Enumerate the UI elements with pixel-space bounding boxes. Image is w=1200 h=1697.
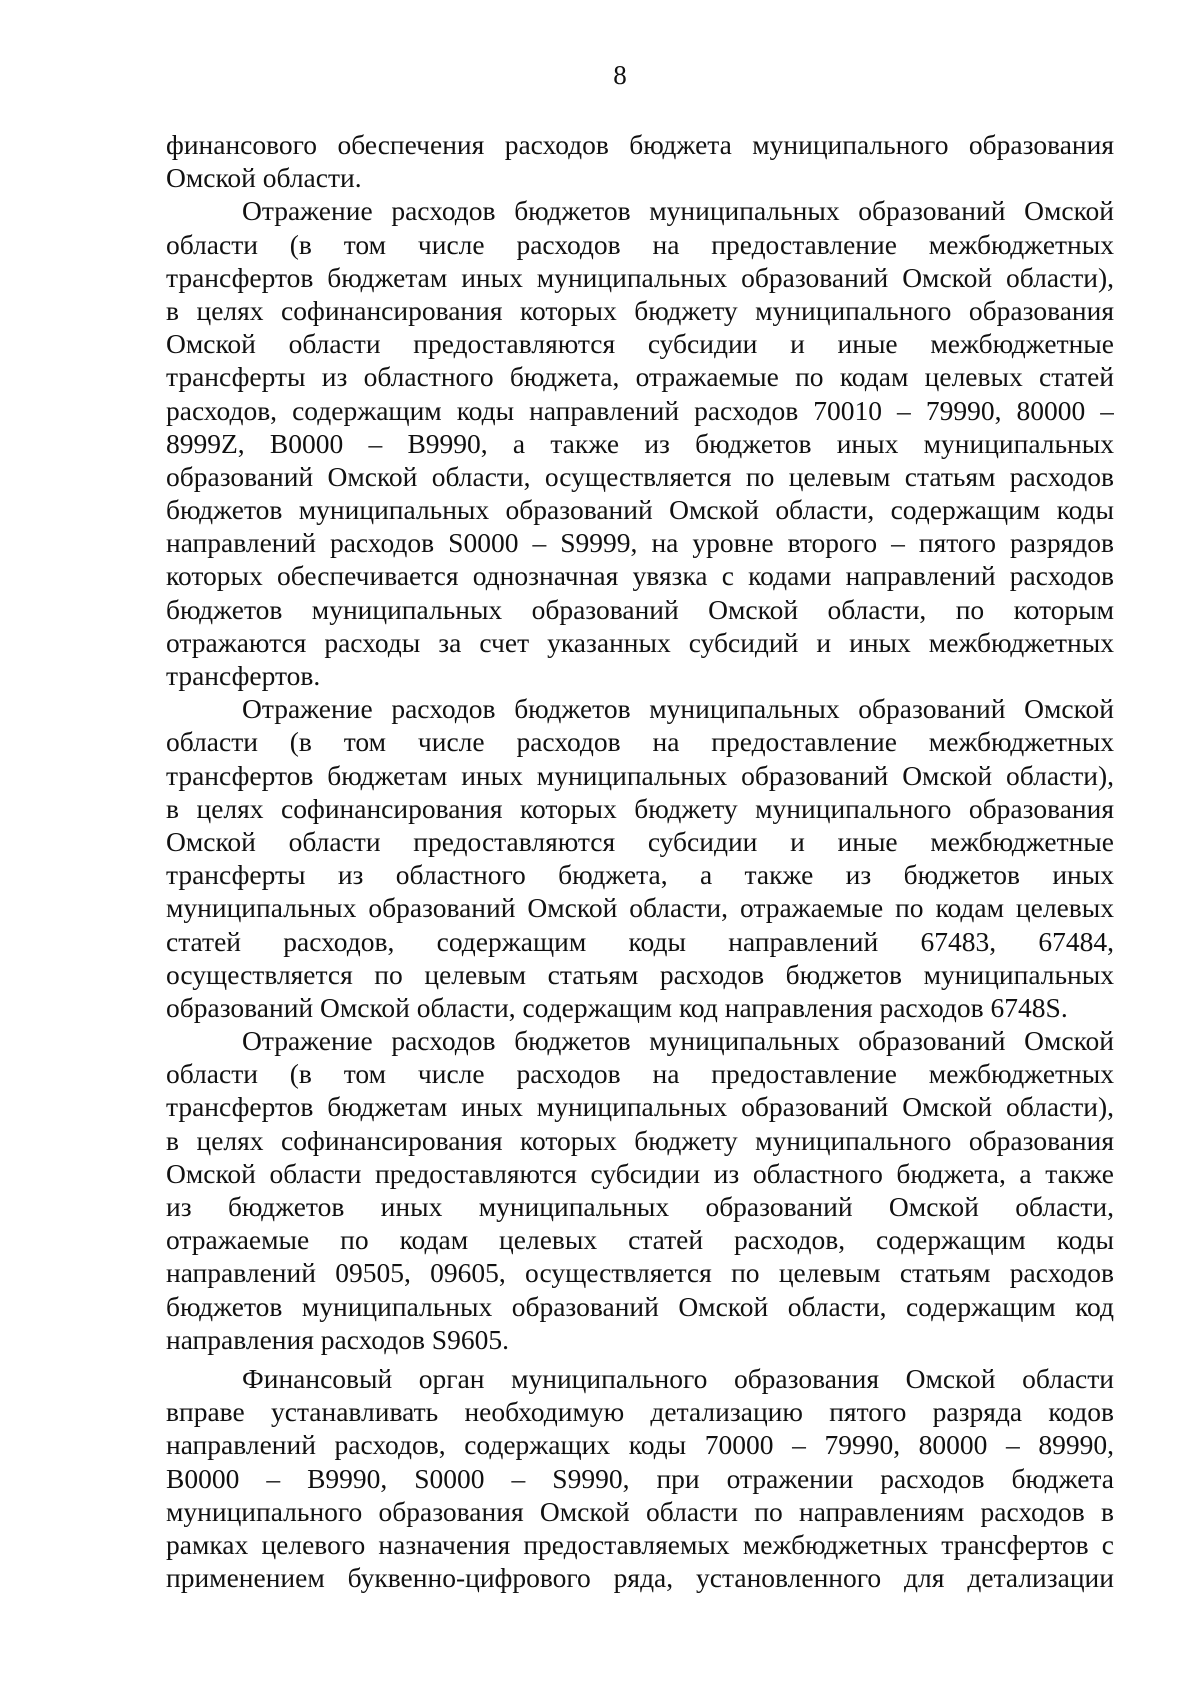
text-line: в целях софинансирования которых бюджету муниципального образования: [166, 294, 1114, 326]
text-line: области (в том числе расходов на предоставление межбюджетных: [166, 726, 1114, 758]
text-line: муниципального образования Омской области по направлениям расходов в: [166, 1495, 1114, 1527]
text-line: отражаемые по кодам целевых статей расходов, содержащим коды: [166, 1224, 1114, 1256]
page-number: 8: [613, 60, 627, 90]
text-line: трансфертов бюджетам иных муниципальных образований Омской области),: [166, 261, 1114, 293]
text-line: Омской области.: [166, 162, 362, 194]
text-line: B0000 – B9990, S0000 – S9990, при отражении расходов бюджета: [166, 1462, 1114, 1494]
text-line: осуществляется по целевым статьям расходов бюджетов муниципальных: [166, 958, 1114, 990]
text-line: трансферты из областного бюджета, а также из бюджетов иных: [166, 859, 1114, 891]
text-line: 8999Z, B0000 – B9990, а также из бюджетов иных муниципальных: [166, 427, 1114, 459]
text-line: бюджетов муниципальных образований Омской области, по которым: [166, 593, 1114, 625]
text-line: Омской области предоставляются субсидии и иные межбюджетные: [166, 825, 1114, 857]
text-line: бюджетов муниципальных образований Омской области, содержащим код: [166, 1290, 1114, 1322]
text-line: финансового обеспечения расходов бюджета муниципального образования: [166, 129, 1114, 160]
text-line: направлений расходов, содержащих коды 70000 – 79990, 80000 – 89990,: [166, 1429, 1114, 1461]
text-line: направлений расходов S0000 – S9999, на уровне второго – пятого разрядов: [166, 527, 1114, 559]
text-line: направления расходов S9605.: [166, 1323, 509, 1355]
text-line: области (в том числе расходов на предоставление межбюджетных: [166, 1058, 1114, 1090]
paragraph: [166, 128, 1114, 194]
text-line: трансферты из областного бюджета, отражаемые по кодам целевых статей: [166, 361, 1114, 393]
document-body: [166, 128, 1114, 1594]
text-line: Отражение расходов бюджетов муниципальных образований Омской: [242, 195, 1114, 227]
text-line: трансфертов.: [166, 660, 321, 691]
text-line: Отражение расходов бюджетов муниципальных образований Омской: [242, 1025, 1114, 1057]
paragraph: [166, 692, 1114, 1024]
text-line: из бюджетов иных муниципальных образований Омской области,: [166, 1191, 1114, 1222]
text-line: в целях софинансирования которых бюджету муниципального образования: [166, 1124, 1114, 1156]
text-line: трансфертов бюджетам иных муниципальных образований Омской области),: [166, 759, 1114, 791]
text-line: статей расходов, содержащим коды направлений 67483, 67484,: [166, 925, 1114, 957]
text-line: вправе устанавливать необходимую детализацию пятого разряда кодов: [166, 1396, 1114, 1428]
paragraph: [166, 1362, 1114, 1594]
text-line: Омской области предоставляются субсидии из областного бюджета, а также: [166, 1157, 1114, 1189]
text-line: расходов, содержащим коды направлений расходов 70010 – 79990, 80000 –: [166, 394, 1114, 426]
text-line: рамках целевого назначения предоставляемых межбюджетных трансфертов с: [166, 1528, 1114, 1560]
text-line: области (в том числе расходов на предоставление межбюджетных: [166, 228, 1114, 260]
text-line: Омской области предоставляются субсидии и иные межбюджетные: [166, 328, 1114, 360]
text-line: образований Омской области, осуществляется по целевым статьям расходов: [166, 460, 1114, 492]
paragraph: [166, 194, 1114, 692]
text-line: муниципальных образований Омской области, отражаемые по кодам целевых: [166, 892, 1114, 924]
text-line: Отражение расходов бюджетов муниципальных образований Омской: [242, 693, 1114, 725]
text-line: направлений 09505, 09605, осуществляется по целевым статьям расходов: [166, 1257, 1114, 1289]
text-line: отражаются расходы за счет указанных субсидий и иных межбюджетных: [166, 626, 1114, 658]
text-line: которых обеспечивается однозначная увязка с кодами направлений расходов: [166, 560, 1114, 592]
text-line: образований Омской области, содержащим код направления расходов 6748S.: [166, 991, 1068, 1023]
text-line: Финансовый орган муниципального образования Омской области: [242, 1362, 1114, 1394]
text-line: бюджетов муниципальных образований Омской области, содержащим коды: [166, 494, 1114, 526]
text-line: трансфертов бюджетам иных муниципальных образований Омской области),: [166, 1091, 1114, 1123]
text-line: применением буквенно-цифрового ряда, установленного для детализации: [166, 1562, 1114, 1594]
text-line: в целях софинансирования которых бюджету муниципального образования: [166, 792, 1114, 824]
paragraph: [166, 1024, 1114, 1356]
